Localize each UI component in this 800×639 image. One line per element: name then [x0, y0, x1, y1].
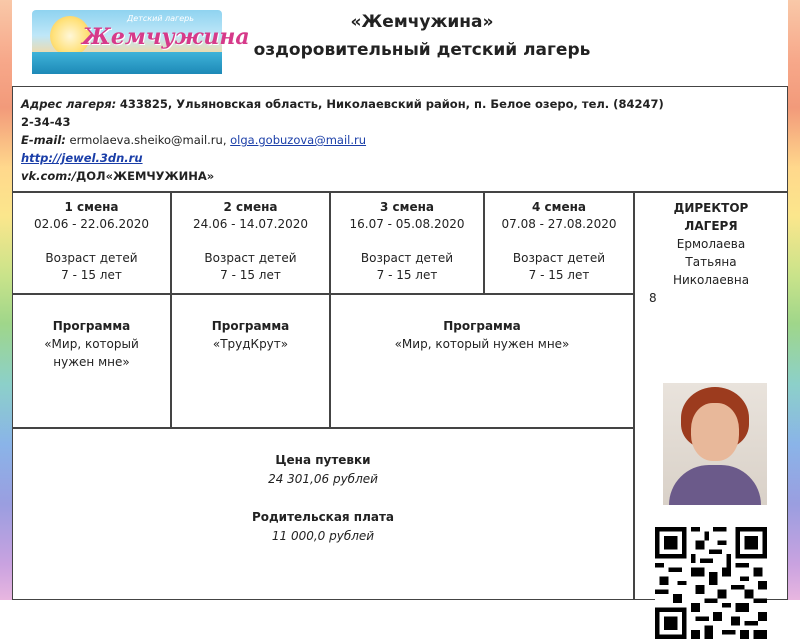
- shift-dates: 24.06 - 14.07.2020: [192, 217, 309, 231]
- program-cell: [12, 294, 171, 428]
- email-2-link[interactable]: olga.gobuzova@mail.ru: [230, 133, 367, 147]
- shift-title: 4 смена: [532, 200, 586, 214]
- shift-age-label: Возраст детей: [45, 251, 138, 265]
- camp-logo: [32, 10, 250, 74]
- shift-age-label: Возраст детей: [204, 251, 297, 265]
- shift-cell: [12, 192, 171, 294]
- email-1[interactable]: ermolaeva.sheiko@mail.ru,: [69, 133, 227, 147]
- vk-prefix[interactable]: vk.com:/: [21, 169, 77, 183]
- program-name: «ТрудКрут»: [212, 337, 289, 351]
- director-phone-fragment: 8: [649, 291, 657, 305]
- director-photo: [663, 383, 767, 505]
- shift-dates: 07.08 - 27.08.2020: [501, 217, 617, 231]
- shift-age-label: Возраст детей: [360, 251, 454, 265]
- shift-age: 7 - 15 лет: [220, 268, 281, 282]
- director-patronymic: Николаевна: [672, 273, 750, 287]
- shift-age: 7 - 15 лет: [376, 268, 438, 282]
- address-label: Адрес лагеря:: [21, 97, 117, 111]
- shift-dates: 02.06 - 22.06.2020: [33, 217, 150, 231]
- shift-cell: [484, 192, 634, 294]
- logo-text: Жемчужина: [82, 24, 250, 50]
- director-title: ДИРЕКТОР: [673, 201, 749, 215]
- shift-age: 7 - 15 лет: [61, 268, 122, 282]
- shift-age-label: Возраст детей: [512, 251, 606, 265]
- shift-title: 3 смена: [380, 200, 434, 214]
- program-name: «Мир, который: [44, 337, 139, 351]
- vk-name[interactable]: ДОЛ«ЖЕМЧУЖИНА»: [76, 169, 215, 183]
- shift-dates: 16.07 - 05.08.2020: [349, 217, 465, 231]
- price-value: 24 301,06 рублей: [268, 472, 378, 486]
- header: [12, 0, 788, 86]
- shift-title: 1 смена: [64, 200, 119, 214]
- program-title: Программа: [443, 319, 521, 333]
- background-left: [0, 0, 12, 600]
- program-cell: [330, 294, 634, 428]
- program-title: Программа: [52, 319, 131, 333]
- director-title-cont: ЛАГЕРЯ: [684, 219, 738, 233]
- shift-age: 7 - 15 лет: [528, 268, 590, 282]
- shift-cell: [330, 192, 484, 294]
- director-cell: [634, 192, 788, 600]
- page-subtitle: оздоровительный детский лагерь: [253, 40, 591, 60]
- program-name: «Мир, который нужен мне»: [394, 337, 570, 351]
- price-cell: [12, 428, 634, 600]
- email-label: E-mail:: [21, 133, 66, 147]
- program-title: Программа: [211, 319, 290, 333]
- background-right: [788, 0, 800, 600]
- address-value: 433825, Ульяновская область, Николаевский район, п. Белое озеро, тел. (84247): [119, 97, 664, 111]
- shift-cell: [171, 192, 330, 294]
- contact-info: [12, 86, 788, 192]
- sea-icon: [32, 52, 222, 74]
- shift-title: 2 смена: [223, 200, 278, 214]
- page-title: «Жемчужина»: [350, 12, 494, 32]
- logo-small-text: Детский лагерь: [127, 14, 194, 23]
- qr-code-icon: [655, 527, 767, 639]
- program-cell: [171, 294, 330, 428]
- price-label: Цена путевки: [275, 453, 371, 467]
- director-surname: Ермолаева: [676, 237, 746, 251]
- phone-tail: 2-34-43: [21, 115, 71, 129]
- program-name-cont: нужен мне»: [53, 355, 130, 369]
- site-link[interactable]: http://jewel.3dn.ru: [21, 151, 143, 165]
- director-name: Татьяна: [685, 255, 737, 269]
- parent-fee-value: 11 000,0 рублей: [271, 529, 375, 543]
- parent-fee-label: Родительская плата: [251, 510, 395, 524]
- info-table: [12, 86, 788, 600]
